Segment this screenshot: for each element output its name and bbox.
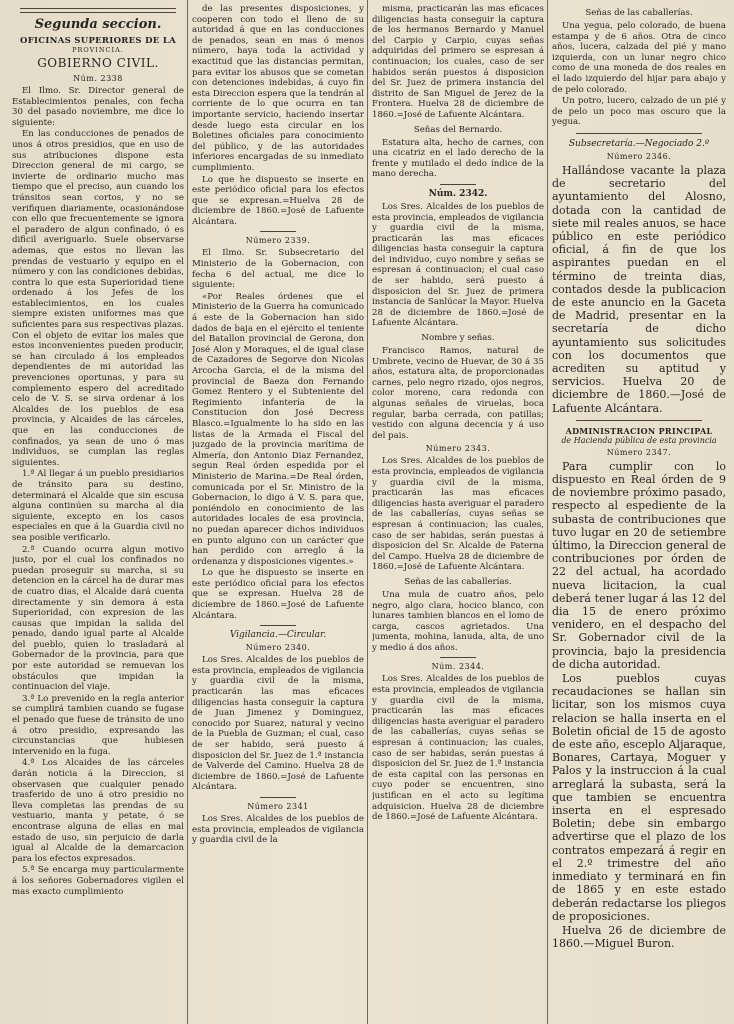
column-4 [552, 0, 726, 1024]
column-1 [12, 0, 184, 1024]
notice-number: Núm. 2342. [428, 188, 488, 199]
paragraph: de las presentes disposiciones, y cooperen con todo el lleno de su autoridad á que en las conducciones de penados, sean en mas ó menos número, haya toda la actividad y exactitud que las distancias permitan, para evitar los abusos que se cometan con detenciones indebidas, á cuyo fin esta Direccion espera que la tendrán al corriente de lo que ocurra en tan importante servicio, haciendo insertar desde luego esta circular en los Boletines oficiales para conocimiento del público, y de las autoridades inferiores encargadas de su inmediato cumplimiento. [192, 4, 364, 173]
column-rule [547, 0, 548, 1024]
nombre-senas-heading: Nombre y señas. [421, 333, 495, 344]
administracion-heading: ADMINISTRACION PRINCIPAL [565, 425, 713, 436]
paragraph: Los Sres. Alcaldes de los pueblos de esta provincia, empleados de vigilancia y guardia civil de la misma, practicarán las mas eficaces diligencias hasta conseguir la captura del individuo, cuyo nombre y señas se espresan á continuacion; el cual caso de ser habido, será puesto á disposicion del Sr. Juez de primera instancia de Sanlúcar la Mayor. Huelva 28 de diciembre de 1860.=José de Lafuente Alcántara. [372, 201, 544, 329]
gobierno-civil-heading: GOBIERNO CIVIL. [37, 56, 159, 70]
divider [440, 184, 476, 185]
notice-number: Número 2346. [606, 151, 672, 161]
paragraph: Los pueblos cuyas recaudaciones se hallan sin licitar, son los mismos cuya relacion se halla inserta en el Boletin oficial de 15 de agosto de este año, esceplo Aljaraque, Bonares, Cartaya, Moguer y Palos y la instruccion á la cual arreglará la subasta, será la que tambien se encuentra inserta en el espresado Boletin; debe sin embargo advertirse que el plazo de los contratos empezará á regir en el 2.º trimestre del año inmediato y terminará en fin de 1865 y en este estado deberán redactarse los pliegos de proposiciones. [552, 672, 726, 923]
notice-number: Número 2340. [245, 643, 311, 653]
paragraph: El Ilmo. Sr. Subsecretario del Ministerio de la Gobernacion, con fecha 6 del actual, me dice lo siguiente: [192, 248, 364, 291]
senas-bernardo-heading: Señas del Bernardo. [413, 124, 503, 135]
paragraph: Lo que he dispuesto se inserte en este periódico oficial para los efectos que se expresan.=Huelva 28 de diciembre de 1860.=José de Lafuente Alcántara. [192, 174, 364, 227]
divider [576, 420, 702, 421]
column-rule [367, 0, 368, 1024]
paragraph: Hallándose vacante la plaza de secretario del ayuntamiento del Alosno, dotada con la cantidad de siete mil reales anuos, se hace público en este periódico oficial, á fin de que los aspirantes puedan en el término de treinta dias, contados desde la publicacion de este anuncio en la Gaceta de Madrid, presentar en la secretaría de dicho ayuntamiento sus solicitudes con los documentos que acrediten su aptitud y servicios. Huelva 20 de diciembre de 1860.—José de Lafuente Alcántara. [552, 163, 726, 415]
notice-number: Número 2339. [245, 236, 311, 246]
paragraph: Estatura alta, hecho de carnes, con una cicatriz en el lado derecho de la frente y mutilado el dedo índice de la mano derecha. [372, 137, 544, 180]
office-subheading: PROVINCIA. [72, 46, 124, 54]
paragraph: Para cumplir con lo dispuesto en Real órden de 9 de noviembre próximo pasado, respecto al espediente de la subasta de contribuciones que tuvo lugar en 20 de setiembre último, la Direccion general de contribuciones por órden de 22 del actual, ha acordado nueva licitacion, la cual deberá tener lugar á las 12 del dia 15 de enero próximo venidero, en el despacho del Sr. Gobernador civil de la provincia, bajo la presidencia de dicha autoridad. [552, 459, 726, 671]
column-2 [192, 0, 364, 1024]
administracion-subheading: de Hacienda pública de esta provincia [561, 435, 717, 445]
rule-item: 3.ª Lo prevenido en la regla anterior se cumplirá tambien cuando se fugase el penado que fuese de tránsito de uno á otro presidio, expresando las circunstancias que hubiesen intervenido en la fuga. [12, 693, 184, 757]
divider [440, 657, 476, 658]
paragraph: Francisco Ramos, natural de Umbrete, vecino de Huevar, de 30 á 35 años, estatura alta, de proporcionadas carnes, pelo negro rizado, ojos negros, color moreno, cara redonda con algunas señales de viruelas, boca regular, barba cerrada, con patillas; vestido con alguna decencia y á uso del pais. [372, 346, 544, 441]
divider [260, 231, 296, 232]
notice-number: Núm. 2344. [431, 662, 485, 672]
top-rule [20, 8, 176, 13]
paragraph: En las conducciones de penados de unos á otros presidios, que en uso de sus atribuciones dispone esta Direccion general de mi cargo, se invierte de ordinario mucho mas tiempo que el preciso, aun cuando los tránsitos sean cortos, y no se verifiquen diariamente, ocasionándose con ello que frecuentemente se ignora el paradero de algun confinado, ó es dificil averiguarlo. Suele observarse ademas, que estos no llevan las prendas de vestuario y equipo en el número y con las condiciones debidas, contra lo que esta Superioridad tiene ordenado á los Jefes de los establecimientos, en los cuales siempre existen uniformes mas que suficientes para sus respectivas plazas. Con el objeto de evitar los males que estos inconvenientes pueden producir, se han circulado á los empleados dependientes de mi autoridad las prevenciones oportunas, y para su complemento espero del acreditado celo de V. S. se sirva ordenar á los Alcaldes de los pueblos de esa provincia, y Alcaides de las cárceles, que en las conducciones de confinados, ya sean de uno ó mas individuos, se cumplan las reglas siguientes. [12, 129, 184, 468]
paragraph: Los Sres. Alcaldes de los pueblos de esta provincia, empleados de vigilancia y guardia civil de la misma, practicarán las mas eficaces diligencias hasta conseguir la captura de Juan Jimenez y Dominguez, conocido por Suarez, natural y vecino de la Puebla de Guzman; el cual, caso de ser habido, será puesto á disposicion del Sr. Juez de 1.ª instancia de Valverde del Camino. Huelva 28 de diciembre de 1860.=José de Lafuente Alcántara. [192, 655, 364, 793]
divider [576, 133, 702, 134]
senas-caballerias-heading: Señas de las caballerías. [585, 8, 693, 18]
office-heading: OFICINAS SUPERIORES DE LA [19, 36, 176, 46]
notice-number: Número 2347. [606, 447, 672, 457]
subsecretaria-heading: Subsecretaría.—Negociado 2.º [568, 138, 710, 149]
paragraph: Una mula de cuatro años, pelo negro, algo clara, hocico blanco, con lunares tambien blancos en el lomo de carga, cascos agrietados. Una jumenta, mohina, lanuda, alta, de uno y medio á dos años. [372, 589, 544, 653]
paragraph: Lo que he dispuesto se inserte en este periódico oficial para los efectos que se expresan. Huelva 28 de diciembre de 1860.=José de Lafuente Alcántara. [192, 568, 364, 621]
paragraph: Los Sres. Alcaldes de los pueblos de esta provincia, empleados de vigilancia y guardia civil de la misma, practicarán las mas eficaces diligencias hasta averiguar el paradero de las caballerías, cuyas señas se espresan á continuacion; las cuales, caso de ser habidas, serán puestas á disposicion del Sr. Juez de 1.ª instancia de esta capital con las personas en cuyo poder se encuentren, sino justifican en el acto su legítima adquisicion. Huelva 28 de diciembre de 1860.=José de Lafuente Alcántara. [372, 674, 544, 823]
paragraph: Los Sres. Alcaldes de los pueblos de esta provincia, empleados de vigilancia y guardia civil de la misma, practicarán las mas eficaces diligencias hasta averiguar el paradero de las caballerías, cuyas señas se espresan á continuacion; las cuales, caso de ser habidas, serán puestas á disposicion del Sr. Alcalde de Paterna del Campo. Huelva 28 de diciembre de 1860.=José de Lafuente Alcántara. [372, 456, 544, 573]
rule-item: 2.ª Cuando ocurra algun motivo justo, por el cual los confinados no puedan proseguir su marcha, si su detencion en la cárcel ha de durar mas de cuatro dias, el Alcalde dará cuenta directamente y sin demora á esta Superioridad, con expresion de las causas que impidan la salida del penado, dando igual parte al Alcalde del pueblo, quien lo trasladará al Gobernador de la provincia, para que por este autoridad se remuevan los obstáculos que impidan la continuacion del viaje. [12, 544, 184, 693]
signature: Huelva 26 de diciembre de 1860.—Miguel Buron. [552, 923, 726, 951]
senas-caballerias-heading: Señas de las caballerías. [404, 576, 512, 587]
paragraph: «Por Reales órdenes que el Ministerio de la Guerra ha comunicado á este de la Gobernacion han sido dados de baja en el ejército el teniente del Batallon provincial de Gerona, don José Alon y Moraques, el de igual clase de Cazadores de Segorve don Nicolas Arcocha Garcia, el de la misma del provincial de Baeza don Fernando Gomez Rentero y el Subteniente del Regimiento infantería de la Constitucion don José Decress Blasco.=Igualmente lo ha sido en las listas de la Armada el Fiscal del juzgado de la provincia marítima de Almería, don Antonio Diaz Fernandez, segun Real órden espedida por el Ministerio de Marina.=De Real órden, comunicada por el Sr. Ministro de la Gobernacion, lo digo á V. S. para que, poniéndolo en conocimiento de las autoridades locales de esa provincia, no puedan aparecer dichos individuos en punto alguno con un carácter que han perdido con arreglo á la ordenanza y disposiciones vigentes.» [192, 291, 364, 567]
paragraph: Los Sres. Alcaldes de los pueblos de esta provincia, empleados de vigilancia y guardia civil de la [192, 813, 364, 846]
divider [260, 797, 296, 798]
paragraph: misma, practicarán las mas eficaces diligencias hasta conseguir la captura de los hermanos Bernardo y Manuel del Carpio y Carpio, cuyas señas adquiridas del primero se espresan á continuacion; los cuales, caso de ser habidos serán puestos á disposicion del Sr. Juez de primera instancia del distrito de San Miguel de Jerez de la Frontera. Huelva 28 de diciembre de 1860.=José de Lafuente Alcántara. [372, 4, 544, 120]
section-title: Segunda seccion. [34, 17, 162, 32]
divider [260, 625, 296, 626]
notice-number: Núm. 2338 [73, 74, 123, 83]
column-rule [187, 0, 188, 1024]
vigilancia-heading: Vigilancia.—Circular. [229, 630, 327, 641]
rule-item: 1.ª Al llegar á un pueblo presidiarios de tránsito para su destino, determinará el Alcalde que sin escusa alguna continúen su marcha al dia siguiente, excepto en los casos especiales en que á la Guardia civil no sea posible verificarlo. [12, 469, 184, 543]
paragraph: Un potro, lucero, calzado de un pié y de pelo un poco mas oscuro que la yegua. [552, 96, 726, 128]
rule-item: 5.ª Se encarga muy particularmente á los señores Gobernadores vigilen el mas exacto cumplimiento [12, 865, 184, 897]
notice-number: Número 2341 [247, 801, 309, 811]
rule-item: 4.ª Los Alcaides de las cárceles darán noticia á la Direccion, si observasen que cualquier penado trasferido de uno á otro presidio no lleva completas las prendas de su vestuario, manta y petate, ó se encontrase alguna de ellas en mal estado de uso, sin perjuicio de darla igual al Alcalde de la demarcacion para los efectos expresados. [12, 758, 184, 864]
column-3 [372, 0, 544, 1024]
notice-number: Número 2343. [425, 444, 491, 454]
paragraph: Una yegua, pelo colorado, de buena estampa y de 6 años. Otra de cinco años, lucera, calzada del pié y mano izquierda, con un lunar negro chico como de una moneda de dos reales en el lado izquierdo del hijar para abajo y de pelo colorado. [552, 21, 726, 95]
paragraph: El Ilmo. Sr. Director general de Establecimientos penales, con fecha 30 del pasado noviembre, me dice lo siguiente: [12, 86, 184, 128]
